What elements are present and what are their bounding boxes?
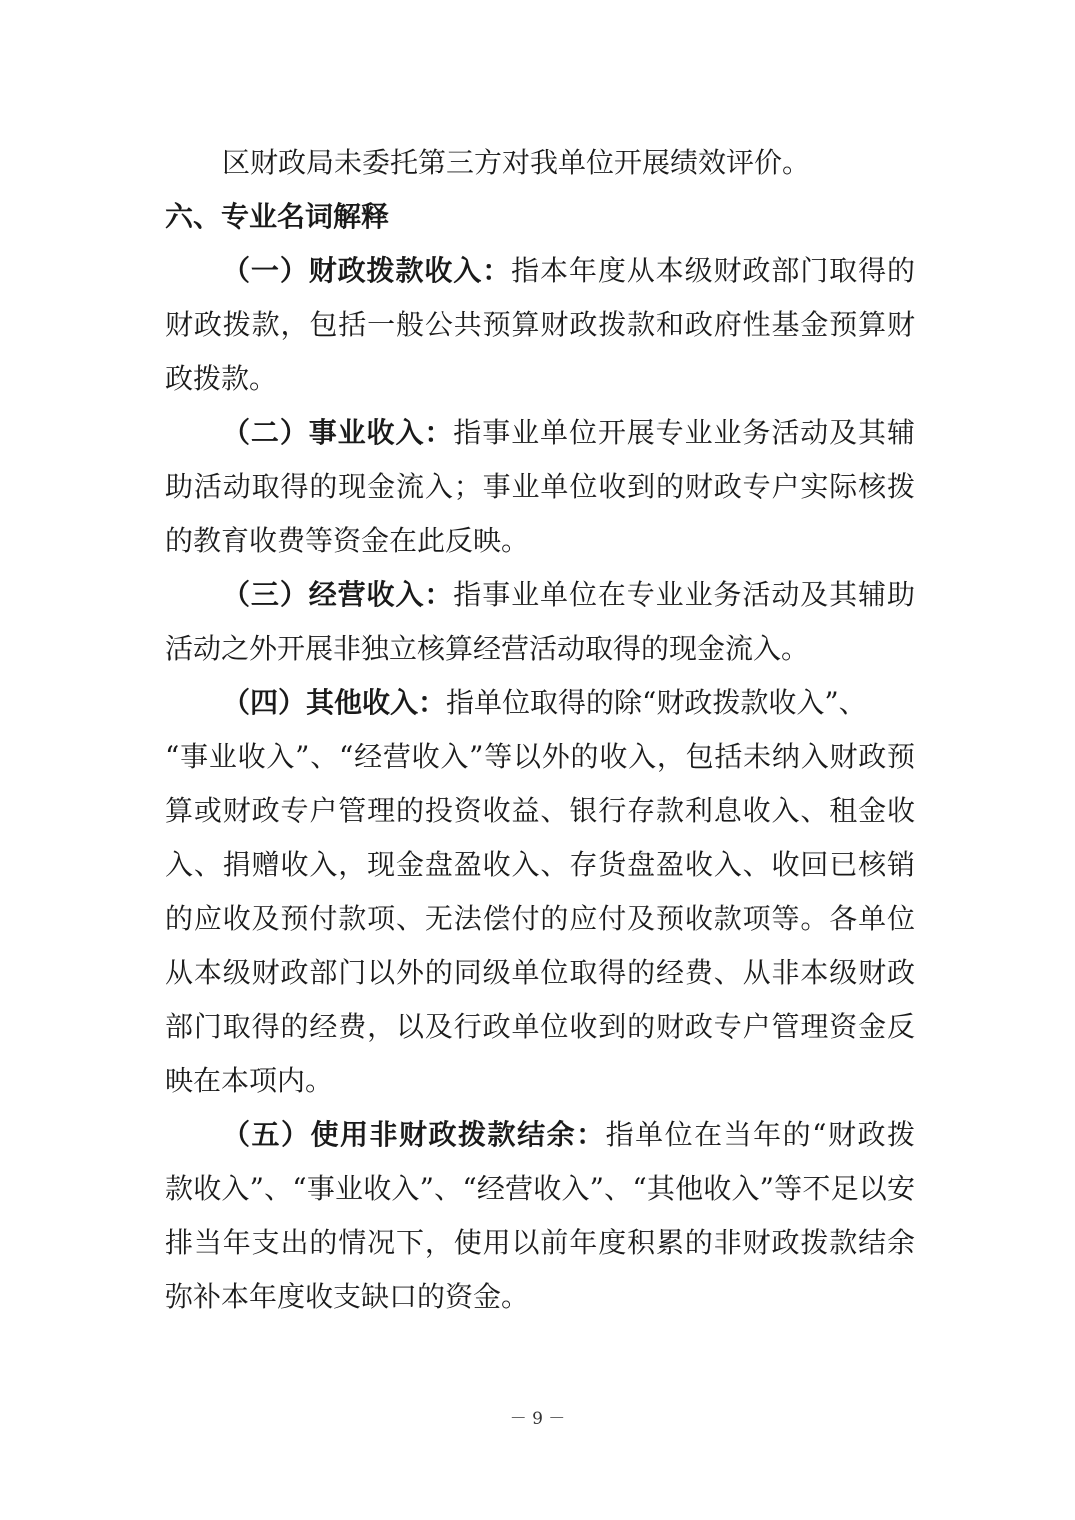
definition-line: 入、捐赠收入，现金盘盈收入、存货盘盈收入、收回已核销 [165, 848, 915, 881]
definition-term: （一）财政拨款收入： [222, 254, 512, 287]
definition-text: 指单位取得的除“财政拨款收入”、 [446, 686, 867, 719]
definition-first-line [222, 249, 915, 293]
definition-line: 的应收及预付款项、无法偿付的应付及预收款项等。各单位 [165, 902, 915, 935]
definition-line: “事业收入”、“经营收入”等以外的收入，包括未纳入财政预 [165, 740, 915, 773]
page-number: － 9 － [509, 1409, 566, 1429]
definition-text: 指事业单位开展专业业务活动及其辅 [453, 416, 915, 449]
section-heading: 六、专业名词解释 [165, 200, 390, 233]
definition-first-line [222, 411, 915, 455]
definition-line: 活动之外开展非独立核算经营活动取得的现金流入。 [165, 632, 810, 665]
definition-line: 助活动取得的现金流入；事业单位收到的财政专户实际核拨 [165, 470, 915, 503]
definition-line: 财政拨款，包括一般公共预算财政拨款和政府性基金预算财 [165, 308, 915, 341]
definition-text: 指本年度从本级财政部门取得的 [511, 254, 915, 287]
definition-first-line [222, 1113, 915, 1157]
definition-term: （四）其他收入： [222, 686, 447, 719]
definition-line: 部门取得的经费，以及行政单位收到的财政专户管理资金反 [165, 1010, 915, 1043]
definition-text: 指单位在当年的“财政拨 [605, 1118, 915, 1151]
definition-text: 指事业单位在专业业务活动及其辅助 [453, 578, 915, 611]
definition-term: （三）经营收入： [222, 578, 454, 611]
definition-line: 的教育收费等资金在此反映。 [165, 524, 530, 557]
definition-term: （二）事业收入： [222, 416, 454, 449]
definition-line: 从本级财政部门以外的同级单位取得的经费、从非本级财政 [165, 956, 915, 989]
definition-term: （五）使用非财政拨款结余： [222, 1118, 606, 1151]
definition-line: 算或财政专户管理的投资收益、银行存款利息收入、租金收 [165, 794, 915, 827]
definition-line: 映在本项内。 [165, 1064, 334, 1097]
definition-first-line [222, 681, 915, 725]
definition-line: 弥补本年度收支缺口的资金。 [165, 1280, 530, 1313]
definition-line: 排当年支出的情况下，使用以前年度积累的非财政拨款结余 [165, 1226, 915, 1259]
definition-line: 政拨款。 [165, 362, 278, 395]
intro-paragraph: 区财政局未委托第三方对我单位开展绩效评价。 [222, 146, 811, 179]
definition-first-line [222, 573, 915, 617]
definition-line: 款收入”、“事业收入”、“经营收入”、“其他收入”等不足以安 [165, 1172, 915, 1205]
